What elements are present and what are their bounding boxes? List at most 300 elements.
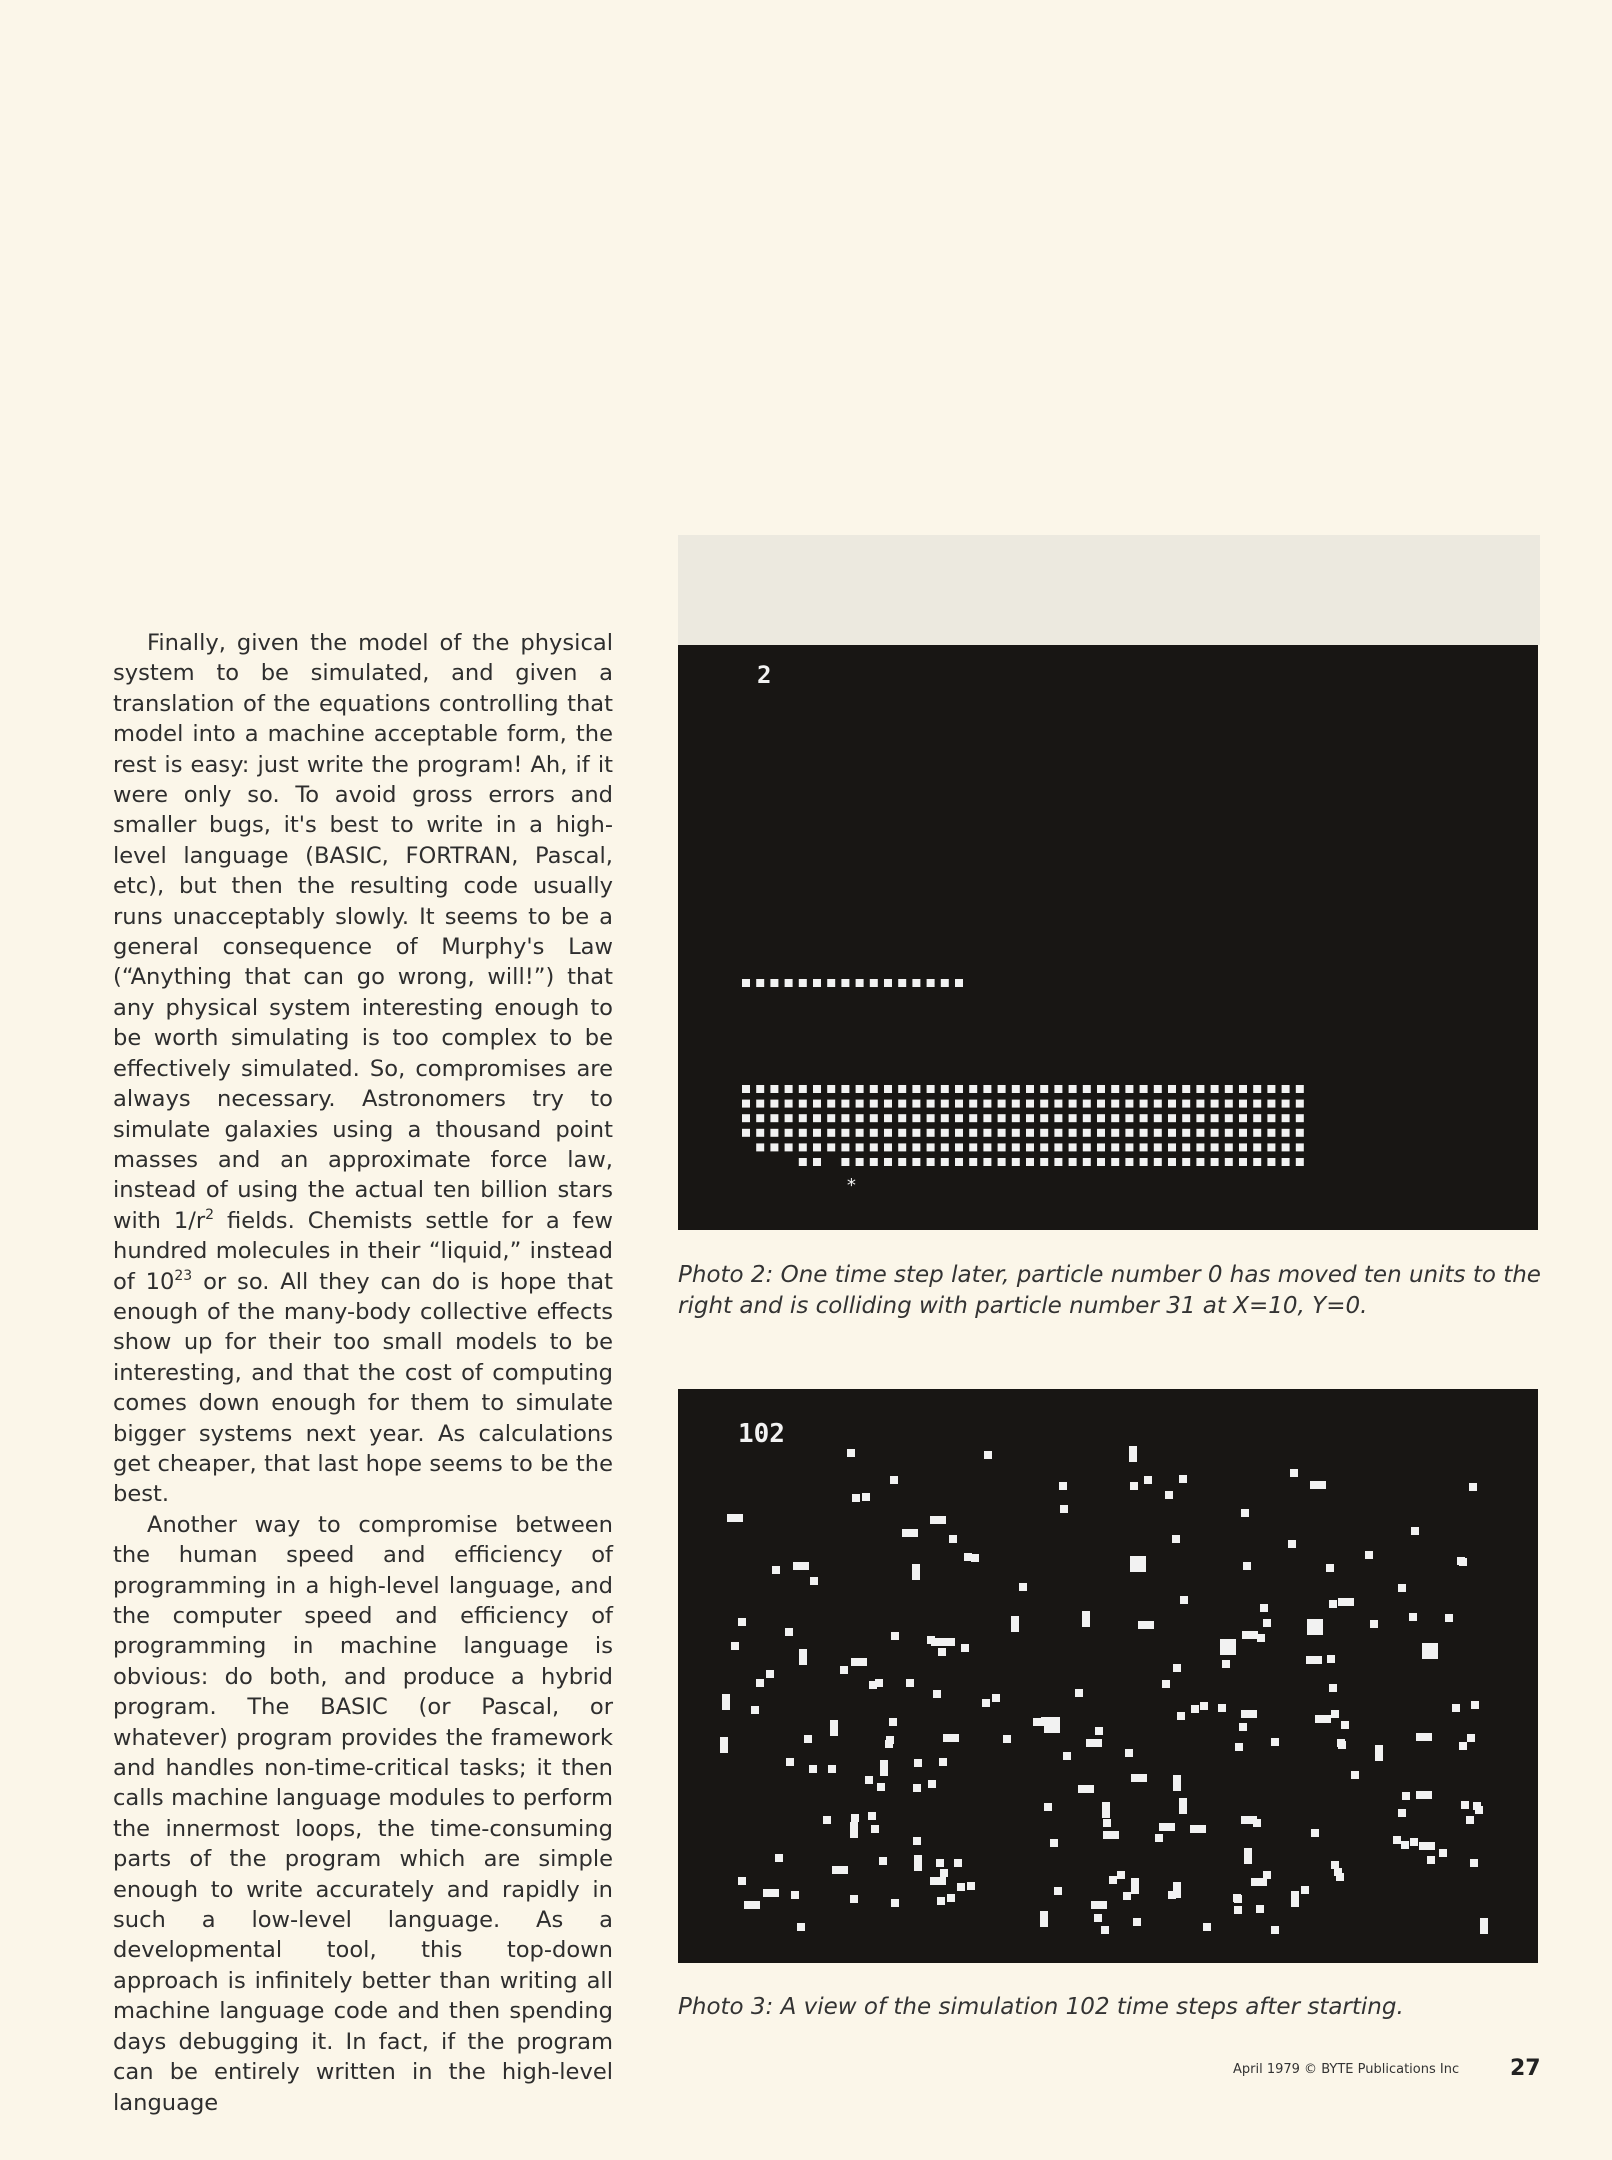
particle-pixel	[1267, 1100, 1275, 1108]
particle-pixel	[1211, 1085, 1219, 1093]
particle-pixel	[1075, 1689, 1083, 1697]
particle-pixel	[1253, 1085, 1261, 1093]
particle-pixel	[1182, 1143, 1190, 1151]
particle-pixel	[1473, 1802, 1481, 1810]
particle-pixel	[1341, 1721, 1349, 1729]
particle-pixel	[955, 1085, 963, 1093]
particle-pixel	[938, 1648, 946, 1656]
particle-pixel	[870, 1085, 878, 1093]
particle-pixel	[1168, 1100, 1176, 1108]
particle-pixel	[890, 1476, 898, 1484]
particle-pixel	[841, 1100, 849, 1108]
particle-pixel	[982, 1699, 990, 1707]
particle-pixel	[1130, 1556, 1146, 1572]
particle-pixel	[827, 1100, 835, 1108]
particle-pixel	[1239, 1129, 1247, 1137]
particle-pixel	[828, 1765, 836, 1773]
particle-pixel	[1154, 1143, 1162, 1151]
particle-pixel	[1470, 1859, 1478, 1867]
particle-pixel	[856, 979, 864, 987]
particle-pixel	[906, 1679, 914, 1687]
particle-pixel	[1012, 1114, 1020, 1122]
particle-pixel	[799, 1649, 807, 1665]
particle-pixel	[1086, 1739, 1102, 1747]
particle-pixel	[1125, 1129, 1133, 1137]
particle-pixel	[1253, 1100, 1261, 1108]
particle-pixel	[1253, 1114, 1261, 1122]
particle-pixel	[1103, 1819, 1111, 1827]
particle-pixel	[856, 1100, 864, 1108]
particle-pixel	[813, 1085, 821, 1093]
particle-pixel	[1012, 1158, 1020, 1166]
particle-pixel	[964, 1553, 972, 1561]
particle-pixel	[742, 1100, 750, 1108]
particle-pixel	[841, 1085, 849, 1093]
particle-pixel	[1267, 1158, 1275, 1166]
particle-pixel	[1069, 1085, 1077, 1093]
particle-pixel	[1125, 1085, 1133, 1093]
particle-pixel	[941, 1114, 949, 1122]
particle-pixel	[1097, 1143, 1105, 1151]
particle-pixel	[947, 1894, 955, 1902]
particle-pixel	[936, 1859, 944, 1867]
particle-pixel	[785, 1114, 793, 1122]
photo-3-screen	[678, 1389, 1538, 1963]
particle-pixel	[742, 979, 750, 987]
particle-pixel	[884, 1100, 892, 1108]
particle-pixel	[813, 1114, 821, 1122]
particle-pixel	[1307, 1619, 1323, 1635]
particle-pixel	[1457, 1557, 1465, 1565]
particle-pixel	[1182, 1114, 1190, 1122]
particle-pixel	[770, 1100, 778, 1108]
particle-pixel	[1155, 1834, 1163, 1842]
particle-pixel	[930, 1877, 946, 1885]
particle-pixel	[1282, 1158, 1290, 1166]
page-number: 27	[1510, 2056, 1541, 2081]
particle-pixel	[1253, 1143, 1261, 1151]
particle-pixel	[1267, 1143, 1275, 1151]
particle-pixel	[738, 1877, 746, 1885]
particle-pixel	[1409, 1613, 1417, 1621]
particle-pixel	[1331, 1710, 1339, 1718]
particle-pixel	[955, 1114, 963, 1122]
particle-pixel	[850, 1822, 858, 1838]
particle-pixel	[1083, 1143, 1091, 1151]
particle-pixel	[1003, 1735, 1011, 1743]
particle-pixel	[1182, 1100, 1190, 1108]
particle-pixel	[941, 1129, 949, 1137]
particle-pixel	[1054, 1100, 1062, 1108]
particle-pixel	[1069, 1100, 1077, 1108]
particle-pixel	[1140, 1129, 1148, 1137]
particle-pixel	[1054, 1129, 1062, 1137]
particle-pixel	[927, 1100, 935, 1108]
particle-pixel	[1054, 1158, 1062, 1166]
particle-pixel	[756, 1679, 764, 1687]
particle-pixel	[1091, 1901, 1107, 1909]
paragraph-1-part-c: or so. All they can do is hope that enough of the many-body collective effects show up for their too small models to be interesting, and that the cost of computing comes down enough for them to simulate bigger systems next year. As calculations get cheaper, that last hope seems to be the best.	[113, 1268, 613, 1508]
particle-pixel	[870, 1143, 878, 1151]
particle-pixel	[898, 1143, 906, 1151]
particle-pixel	[1296, 1085, 1304, 1093]
particle-pixel	[1054, 1143, 1062, 1151]
particle-pixel	[1012, 1100, 1020, 1108]
particle-pixel	[1326, 1564, 1334, 1572]
particle-pixel	[1095, 1727, 1103, 1735]
particle-pixel	[1225, 1129, 1233, 1137]
particle-pixel	[983, 1143, 991, 1151]
particle-pixel	[898, 1158, 906, 1166]
particle-pixel	[720, 1737, 728, 1753]
particle-pixel	[998, 1114, 1006, 1122]
particle-pixel	[742, 1085, 750, 1093]
particle-pixel	[1060, 1505, 1068, 1513]
particle-pixel	[1026, 1114, 1034, 1122]
particle-pixel	[1211, 1129, 1219, 1137]
particle-pixel	[799, 1158, 807, 1166]
particle-pixel	[1125, 1114, 1133, 1122]
particle-pixel	[827, 1143, 835, 1151]
particle-pixel	[856, 1143, 864, 1151]
particle-pixel	[756, 979, 764, 987]
particle-pixel	[1125, 1100, 1133, 1108]
particle-pixel	[852, 1494, 860, 1502]
particle-pixel	[1154, 1129, 1162, 1137]
particle-pixel	[912, 1114, 920, 1122]
particle-pixel	[1069, 1143, 1077, 1151]
particle-pixel	[856, 1085, 864, 1093]
particle-pixel	[763, 1889, 779, 1897]
particle-pixel	[1159, 1823, 1175, 1831]
particle-pixel	[1196, 1100, 1204, 1108]
particle-pixel	[1253, 1158, 1261, 1166]
particle-pixel	[1125, 1143, 1133, 1151]
particle-pixel	[1180, 1596, 1188, 1604]
particle-pixel	[927, 1085, 935, 1093]
particle-pixel	[1211, 1158, 1219, 1166]
particle-pixel	[1168, 1114, 1176, 1122]
particle-pixel	[898, 1114, 906, 1122]
particle-pixel	[830, 1720, 838, 1736]
particle-pixel	[870, 1158, 878, 1166]
particle-pixel	[799, 1100, 807, 1108]
particle-pixel	[1329, 1600, 1337, 1608]
photo-2-time-counter: 2	[757, 661, 772, 689]
particle-pixel	[856, 1158, 864, 1166]
particle-pixel	[827, 1085, 835, 1093]
particle-pixel	[1040, 1085, 1048, 1093]
particle-pixel	[1427, 1856, 1435, 1864]
particle-pixel	[1040, 1100, 1048, 1108]
particle-pixel	[1263, 1619, 1271, 1627]
particle-pixel	[1140, 1114, 1148, 1122]
particle-pixel	[1144, 1476, 1152, 1484]
particle-pixel	[884, 1085, 892, 1093]
particle-pixel	[1097, 1100, 1105, 1108]
particle-pixel	[983, 1114, 991, 1122]
particle-pixel	[809, 1765, 817, 1773]
particle-pixel	[889, 1718, 897, 1726]
particle-pixel	[1109, 1876, 1117, 1884]
particle-pixel	[865, 1776, 873, 1784]
paragraph-1	[113, 628, 613, 1510]
particle-pixel	[927, 1143, 935, 1151]
particle-pixel	[983, 1129, 991, 1137]
particle-pixel	[1282, 1114, 1290, 1122]
particle-pixel	[912, 979, 920, 987]
particle-pixel	[1140, 1143, 1148, 1151]
particle-pixel	[1131, 1878, 1139, 1894]
particle-pixel	[998, 1158, 1006, 1166]
particle-pixel	[1125, 1749, 1133, 1757]
particle-pixel	[1365, 1551, 1373, 1559]
particle-pixel	[1140, 1085, 1148, 1093]
particle-pixel	[813, 979, 821, 987]
particle-pixel	[1271, 1926, 1279, 1934]
particle-pixel	[928, 1780, 936, 1788]
particle-pixel	[1225, 1085, 1233, 1093]
particle-pixel	[1267, 1085, 1275, 1093]
particle-pixel	[1329, 1684, 1337, 1692]
photo-3-caption: Photo 3: A view of the simulation 102 time steps after starting.	[678, 1994, 1404, 2020]
particle-pixel	[1097, 1114, 1105, 1122]
particle-pixel	[1083, 1129, 1091, 1137]
particle-pixel	[832, 1866, 848, 1874]
particle-pixel	[898, 1100, 906, 1108]
photo-3-particles	[678, 1389, 1538, 1963]
particle-pixel	[1370, 1620, 1378, 1628]
particle-pixel	[885, 1740, 893, 1748]
particle-pixel	[884, 1114, 892, 1122]
particle-pixel	[1471, 1701, 1479, 1709]
particle-pixel	[756, 1100, 764, 1108]
particle-pixel	[810, 1577, 818, 1585]
paragraph-1-part-a: Finally, given the model of the physical system to be simulated, and given a translation of the equations controlling that model into a machine acceptable form, the rest is easy: just write the program! Ah, if it were only so. To avoid gross errors and smaller bugs, it's best to write in a high-level language (BASIC, FORTRAN, Pascal, etc), but then the resulting code usually runs unacceptably slowly. It seems to be a general consequence of Murphy's Law (“Anything that can go wrong, will!”) that any physical system interesting enough to be worth simulating is too complex to be effectively simulated. So, compromises are always necessary. Astronomers try to simulate galaxies using a thousand point masses and an approximate force law, instead of using the actual ten billion stars with 1/r	[113, 630, 613, 1234]
superscript-exponent-23: 23	[174, 1267, 193, 1284]
particle-pixel	[799, 1129, 807, 1137]
particle-pixel	[1225, 1114, 1233, 1122]
particle-pixel	[1069, 1129, 1077, 1137]
particle-pixel	[770, 979, 778, 987]
particle-pixel	[851, 1814, 859, 1822]
particle-pixel	[998, 1143, 1006, 1151]
particle-pixel	[1101, 1926, 1109, 1934]
particle-pixel	[1131, 1774, 1147, 1782]
particle-pixel	[998, 1100, 1006, 1108]
particle-pixel	[1054, 1085, 1062, 1093]
particle-pixel	[1241, 1710, 1257, 1718]
particle-pixel	[1402, 1792, 1410, 1800]
particle-pixel	[880, 1760, 888, 1776]
particle-pixel	[1226, 1646, 1234, 1654]
particle-pixel	[813, 1158, 821, 1166]
photo-3-time-counter: 102	[738, 1419, 785, 1449]
particle-pixel	[1338, 1741, 1346, 1749]
particle-pixel	[1243, 1562, 1251, 1570]
particle-pixel	[785, 1143, 793, 1151]
particle-pixel	[1177, 1712, 1185, 1720]
particle-pixel	[827, 1129, 835, 1137]
particle-pixel	[941, 1158, 949, 1166]
particle-pixel	[1191, 1705, 1199, 1713]
particle-pixel	[877, 1783, 885, 1791]
particle-pixel	[1263, 1871, 1271, 1879]
particle-pixel	[770, 1085, 778, 1093]
particle-pixel	[785, 979, 793, 987]
particle-pixel	[1190, 1825, 1206, 1833]
footer-publication: April 1979 © BYTE Publications Inc	[1233, 2062, 1460, 2077]
particle-pixel	[912, 1158, 920, 1166]
particle-pixel	[756, 1114, 764, 1122]
particle-pixel	[898, 1085, 906, 1093]
particle-pixel	[1168, 1158, 1176, 1166]
particle-pixel	[927, 1636, 935, 1644]
particle-pixel	[1026, 1100, 1034, 1108]
particle-pixel	[799, 1114, 807, 1122]
particle-pixel	[1225, 1143, 1233, 1151]
particle-pixel	[914, 1759, 922, 1767]
particle-pixel	[1111, 1143, 1119, 1151]
particle-pixel	[1290, 1469, 1298, 1477]
particle-pixel	[1282, 1129, 1290, 1137]
particle-pixel	[1154, 1085, 1162, 1093]
particle-pixel	[1253, 1819, 1261, 1827]
particle-pixel	[1040, 1129, 1048, 1137]
particle-pixel	[785, 1628, 793, 1636]
particle-pixel	[1260, 1604, 1268, 1612]
particle-pixel	[1422, 1643, 1438, 1659]
particle-pixel	[933, 1690, 941, 1698]
particle-pixel	[943, 1734, 959, 1742]
particle-pixel	[813, 1143, 821, 1151]
particle-pixel	[770, 1114, 778, 1122]
particle-pixel	[967, 1882, 975, 1890]
particle-pixel	[1296, 1100, 1304, 1108]
particle-pixel	[1398, 1809, 1406, 1817]
particle-pixel	[941, 1085, 949, 1093]
particle-pixel	[785, 1129, 793, 1137]
particle-pixel	[1082, 1611, 1090, 1627]
particle-pixel	[1222, 1660, 1230, 1668]
particle-pixel	[772, 1566, 780, 1574]
particle-pixel	[1050, 1839, 1058, 1847]
particle-pixel	[1172, 1535, 1180, 1543]
particle-pixel	[1241, 1509, 1249, 1517]
particle-pixel	[1040, 1143, 1048, 1151]
collision-marker: *	[846, 1175, 857, 1196]
particle-pixel	[1111, 1114, 1119, 1122]
particle-pixel	[751, 1706, 759, 1714]
particle-pixel	[770, 1143, 778, 1151]
particle-pixel	[1253, 1129, 1261, 1137]
particle-pixel	[799, 1143, 807, 1151]
particle-pixel	[1026, 1158, 1034, 1166]
particle-pixel	[1327, 1655, 1335, 1663]
particle-pixel	[1466, 1816, 1474, 1824]
particle-pixel	[868, 1812, 876, 1820]
particle-pixel	[955, 979, 963, 987]
particle-pixel	[937, 1897, 945, 1905]
particle-pixel	[1026, 1129, 1034, 1137]
particle-pixel	[1310, 1481, 1326, 1489]
particle-pixel	[742, 1114, 750, 1122]
particle-pixel	[766, 1670, 774, 1678]
particle-pixel	[804, 1735, 812, 1743]
particle-pixel	[1097, 1129, 1105, 1137]
particle-pixel	[1196, 1085, 1204, 1093]
particle-pixel	[851, 1658, 867, 1666]
particle-pixel	[1111, 1100, 1119, 1108]
particle-pixel	[1196, 1114, 1204, 1122]
particle-pixel	[1097, 1085, 1105, 1093]
particle-pixel	[1452, 1704, 1460, 1712]
particle-pixel	[1196, 1129, 1204, 1137]
particle-pixel	[1040, 1158, 1048, 1166]
particle-pixel	[912, 1085, 920, 1093]
particle-pixel	[1102, 1802, 1110, 1818]
particle-pixel	[1267, 1129, 1275, 1137]
particle-pixel	[1296, 1143, 1304, 1151]
particle-pixel	[856, 1114, 864, 1122]
particle-pixel	[1271, 1738, 1279, 1746]
particle-pixel	[891, 1899, 899, 1907]
particle-pixel	[971, 1554, 979, 1562]
particle-pixel	[1012, 1129, 1020, 1137]
particle-pixel	[786, 1758, 794, 1766]
particle-pixel	[912, 1129, 920, 1137]
article-body	[113, 628, 613, 2118]
particle-pixel	[898, 979, 906, 987]
particle-pixel	[941, 979, 949, 987]
particle-pixel	[1083, 1085, 1091, 1093]
particle-pixel	[1393, 1836, 1401, 1844]
particle-pixel	[797, 1923, 805, 1931]
particle-pixel	[770, 1129, 778, 1137]
particle-pixel	[984, 1451, 992, 1459]
particle-pixel	[955, 1143, 963, 1151]
particle-pixel	[1445, 1614, 1453, 1622]
particle-pixel	[1239, 1143, 1247, 1151]
particle-pixel	[1239, 1723, 1247, 1731]
photo-2-caption: Photo 2: One time step later, particle number 0 has moved ten units to the right and is colliding with particle number 31 at X=10, Y=0.	[678, 1262, 1541, 1319]
particle-pixel	[1044, 1717, 1060, 1733]
particle-pixel	[827, 979, 835, 987]
particle-pixel	[969, 1129, 977, 1137]
particle-pixel	[722, 1694, 730, 1710]
particle-pixel	[1239, 1100, 1247, 1108]
particle-pixel	[1040, 1911, 1048, 1927]
particle-pixel	[1315, 1715, 1331, 1723]
particle-pixel	[912, 1564, 920, 1580]
particle-pixel	[1044, 1803, 1052, 1811]
particle-pixel	[1244, 1848, 1252, 1864]
particle-pixel	[1179, 1798, 1187, 1814]
particle-pixel	[756, 1085, 764, 1093]
particle-pixel	[1336, 1873, 1344, 1881]
particle-pixel	[1267, 1114, 1275, 1122]
particle-pixel	[1331, 1861, 1339, 1869]
particle-pixel	[813, 1129, 821, 1137]
particle-pixel	[1469, 1483, 1477, 1491]
particle-pixel	[1196, 1143, 1204, 1151]
particle-pixel	[1296, 1129, 1304, 1137]
particle-pixel	[955, 1129, 963, 1137]
particle-pixel	[1019, 1583, 1027, 1591]
particle-pixel	[1225, 1158, 1233, 1166]
particle-pixel	[799, 1085, 807, 1093]
particle-pixel	[1218, 1704, 1226, 1712]
